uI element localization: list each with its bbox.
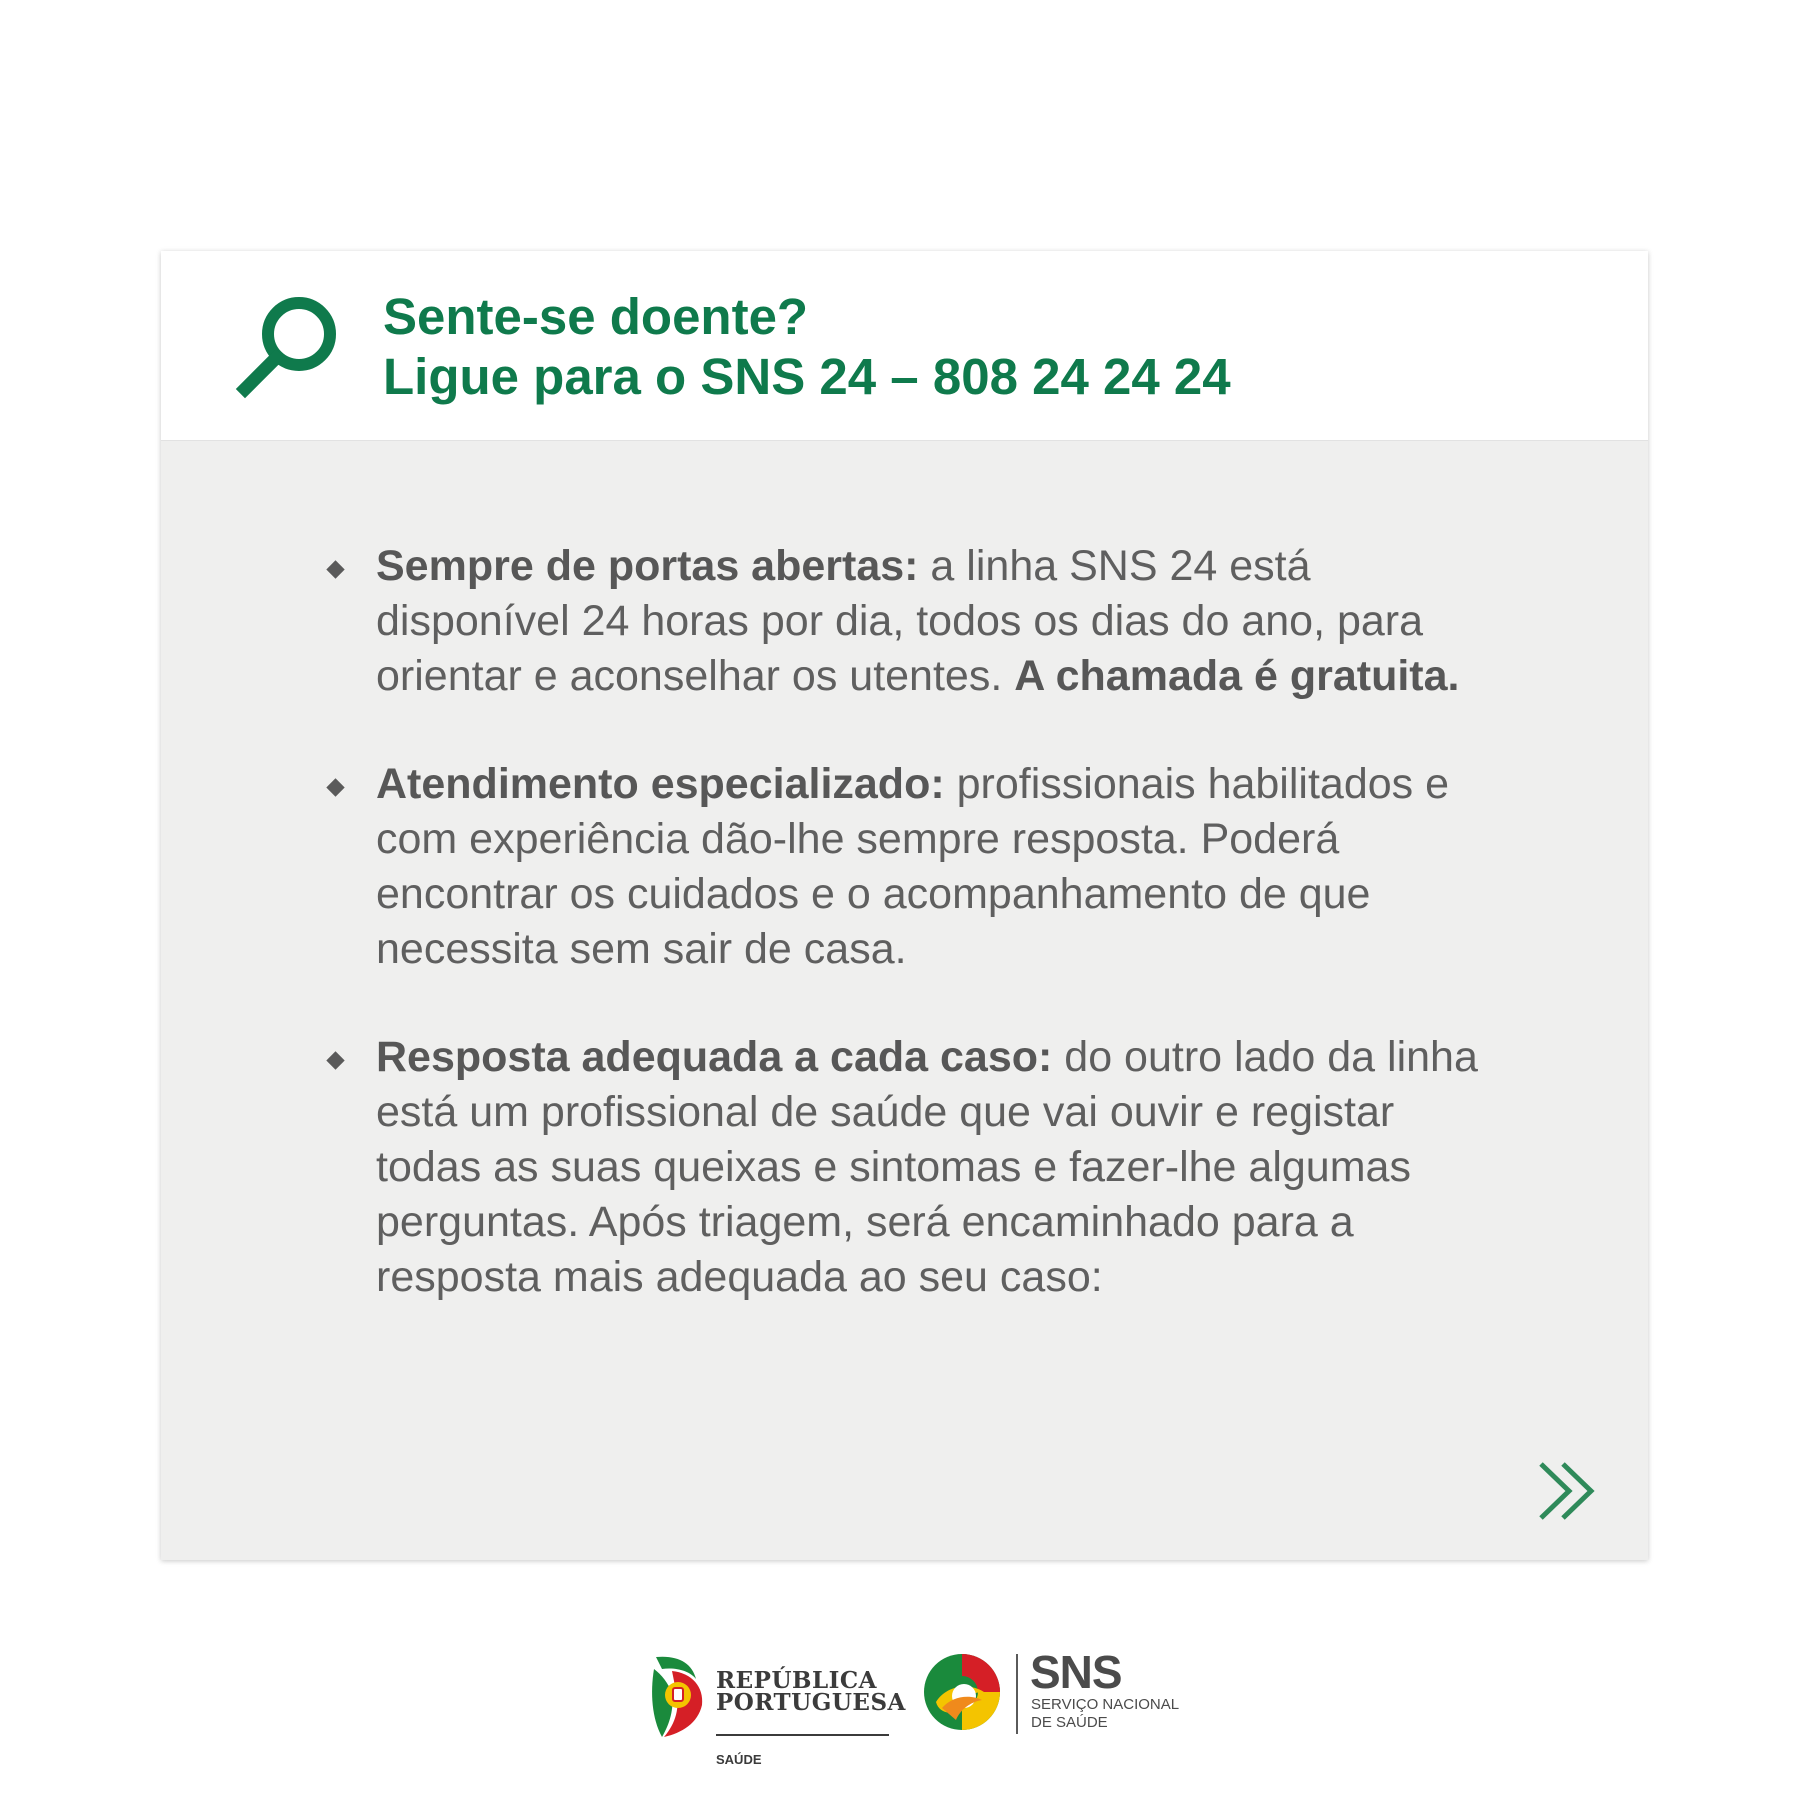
info-card xyxy=(161,251,1648,1560)
diamond-bullet-icon xyxy=(326,560,344,578)
diamond-bullet-icon xyxy=(326,1051,344,1069)
bullet-body: a linha SNS 24 está disponível 24 horas por dia, todos os dias do ano, para orientar e aconselhar os utentes. xyxy=(376,542,1424,700)
diamond-bullet-icon xyxy=(326,778,344,796)
bullet-heading: Atendimento especializado: xyxy=(376,760,945,808)
search-icon xyxy=(235,291,347,403)
list-item xyxy=(161,757,1487,977)
list-item xyxy=(161,1030,1487,1305)
bullet-heading: Sempre de portas abertas: xyxy=(376,542,919,590)
card-header xyxy=(161,251,1648,441)
divider xyxy=(716,1734,889,1736)
bullet-heading: Resposta adequada a cada caso: xyxy=(376,1033,1053,1081)
bullet-emphasis: A chamada é gratuita. xyxy=(1014,652,1460,700)
list-item xyxy=(161,539,1487,704)
bullet-text xyxy=(376,539,1496,704)
divider xyxy=(1016,1654,1018,1734)
title-line-2: Ligue para o SNS 24 – 808 24 24 24 xyxy=(383,348,1231,405)
republica-sub-label: SAÚDE xyxy=(716,1752,762,1767)
republica-line-1: REPÚBLICA xyxy=(716,1667,878,1694)
bullet-list xyxy=(327,539,1487,1358)
sns-wordmark: SNS xyxy=(1030,1646,1122,1698)
footer-logos xyxy=(0,1640,1800,1780)
republica-portuguesa-wordmark xyxy=(716,1667,906,1716)
sns-sub-line-2: DE SAÚDE xyxy=(1031,1714,1108,1731)
bullet-text xyxy=(376,1030,1496,1305)
sns-sub-line-1: SERVIÇO NACIONAL xyxy=(1031,1696,1180,1713)
bullet-body: do outro lado da linha está um profissional de saúde que vai ouvir e registar todas as suas queixas e sintomas e fazer-lhe algumas perguntas. Após triagem, será encaminhado para a resposta mais adequada ao seu caso: xyxy=(376,1033,1478,1301)
title-line-1: Sente-se doente? xyxy=(383,288,809,345)
double-chevron-right-icon[interactable] xyxy=(1535,1458,1607,1524)
sns-sub-label xyxy=(1031,1696,1179,1732)
republica-portuguesa-logo-icon xyxy=(648,1653,708,1739)
sns-logo-icon xyxy=(922,1652,1002,1732)
bullet-body: profissionais habilitados e com experiência dão-lhe sempre resposta. Poderá encontrar os cuidados e o acompanhamento de que necessita sem sair de casa. xyxy=(376,760,1450,973)
bullet-text xyxy=(376,757,1496,977)
page-title xyxy=(383,287,1231,407)
republica-line-2: PORTUGUESA xyxy=(716,1689,906,1716)
